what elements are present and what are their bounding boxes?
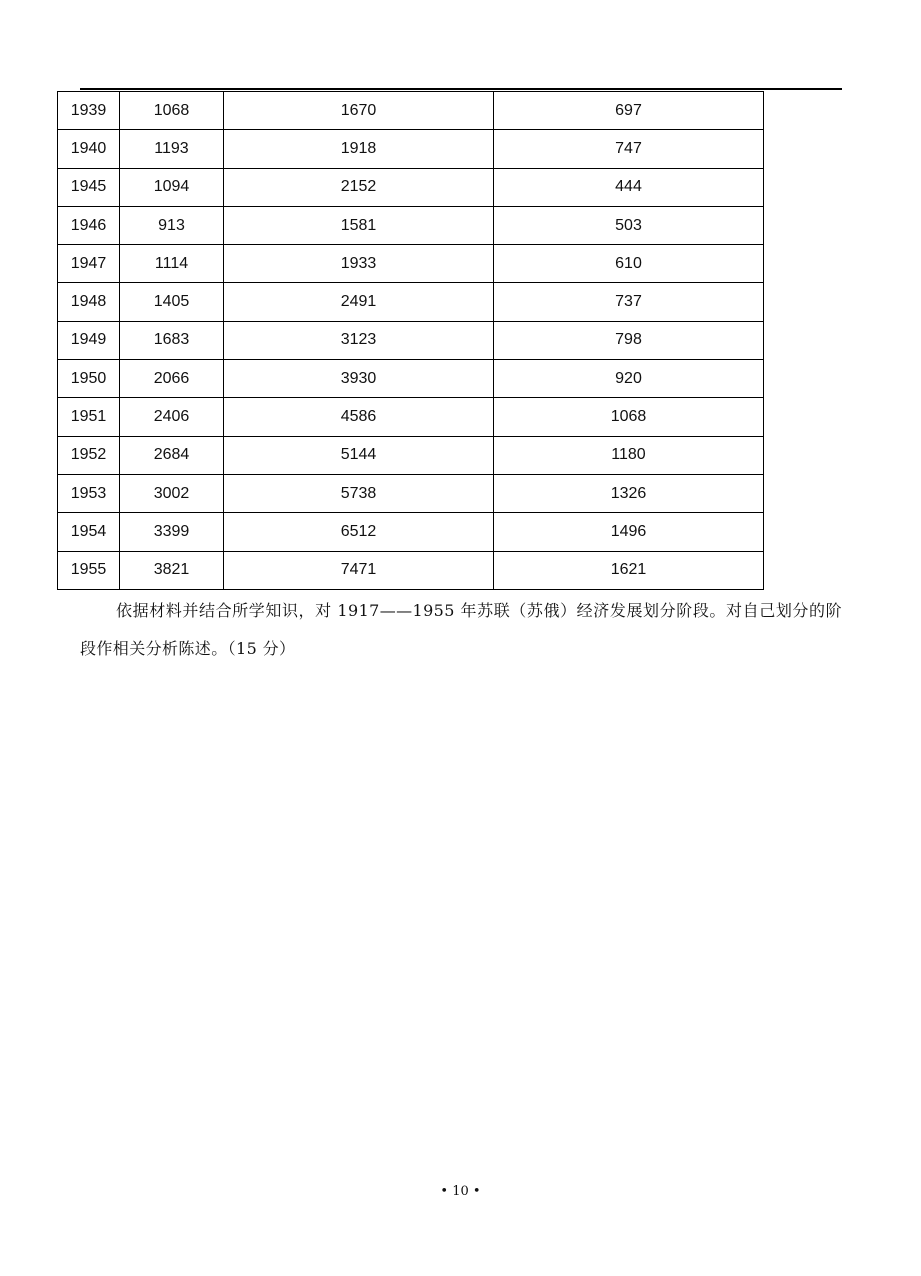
table-cell: 2406 <box>120 398 224 436</box>
table-cell: 1068 <box>494 398 764 436</box>
table-cell: 4586 <box>224 398 494 436</box>
table-cell: 1947 <box>58 245 120 283</box>
data-table <box>57 91 764 590</box>
table-cell: 1581 <box>224 206 494 244</box>
table-cell: 1949 <box>58 321 120 359</box>
table-row <box>58 321 764 359</box>
table-cell: 1950 <box>58 360 120 398</box>
table-cell: 1933 <box>224 245 494 283</box>
table-row <box>58 130 764 168</box>
table-body <box>58 92 764 590</box>
table-row <box>58 92 764 130</box>
table-cell: 913 <box>120 206 224 244</box>
table-cell: 6512 <box>224 513 494 551</box>
table-cell: 1670 <box>224 92 494 130</box>
question-text: 依据材料并结合所学知识，对 1917——1955 年苏联（苏俄）经济发展划分阶段。对自己划分的阶段作相关分析陈述。（15 分） <box>80 601 842 658</box>
table-row <box>58 513 764 551</box>
table-cell: 1940 <box>58 130 120 168</box>
table-cell: 1954 <box>58 513 120 551</box>
table-row <box>58 398 764 436</box>
table-cell: 2066 <box>120 360 224 398</box>
table-cell: 920 <box>494 360 764 398</box>
table-cell: 747 <box>494 130 764 168</box>
table-cell: 1496 <box>494 513 764 551</box>
table-cell: 5144 <box>224 436 494 474</box>
table-cell: 610 <box>494 245 764 283</box>
table-cell: 737 <box>494 283 764 321</box>
table-cell: 1946 <box>58 206 120 244</box>
header-rule <box>80 88 842 90</box>
table-cell: 1955 <box>58 551 120 589</box>
table-cell: 1918 <box>224 130 494 168</box>
table-row <box>58 206 764 244</box>
table-row <box>58 551 764 589</box>
table-cell: 1114 <box>120 245 224 283</box>
page-number: • 10 • <box>440 1184 481 1199</box>
table-row <box>58 474 764 512</box>
table-row <box>58 360 764 398</box>
table-cell: 7471 <box>224 551 494 589</box>
table-cell: 3123 <box>224 321 494 359</box>
table-cell: 1951 <box>58 398 120 436</box>
table-cell: 1945 <box>58 168 120 206</box>
table-cell: 503 <box>494 206 764 244</box>
table-row <box>58 245 764 283</box>
table-cell: 1939 <box>58 92 120 130</box>
table-cell: 1068 <box>120 92 224 130</box>
table-cell: 3930 <box>224 360 494 398</box>
table-cell: 1952 <box>58 436 120 474</box>
table-row <box>58 283 764 321</box>
table-cell: 697 <box>494 92 764 130</box>
table-cell: 798 <box>494 321 764 359</box>
table-cell: 3002 <box>120 474 224 512</box>
table-row <box>58 168 764 206</box>
table-cell: 1193 <box>120 130 224 168</box>
table-cell: 1326 <box>494 474 764 512</box>
table-cell: 2152 <box>224 168 494 206</box>
table-cell: 1405 <box>120 283 224 321</box>
table-cell: 5738 <box>224 474 494 512</box>
table-cell: 3399 <box>120 513 224 551</box>
table-cell: 1621 <box>494 551 764 589</box>
table-row <box>58 436 764 474</box>
table-cell: 2684 <box>120 436 224 474</box>
table-cell: 1948 <box>58 283 120 321</box>
table-cell: 444 <box>494 168 764 206</box>
table-cell: 1094 <box>120 168 224 206</box>
table-cell: 3821 <box>120 551 224 589</box>
table-cell: 1953 <box>58 474 120 512</box>
table-cell: 1683 <box>120 321 224 359</box>
table-cell: 2491 <box>224 283 494 321</box>
table-cell: 1180 <box>494 436 764 474</box>
